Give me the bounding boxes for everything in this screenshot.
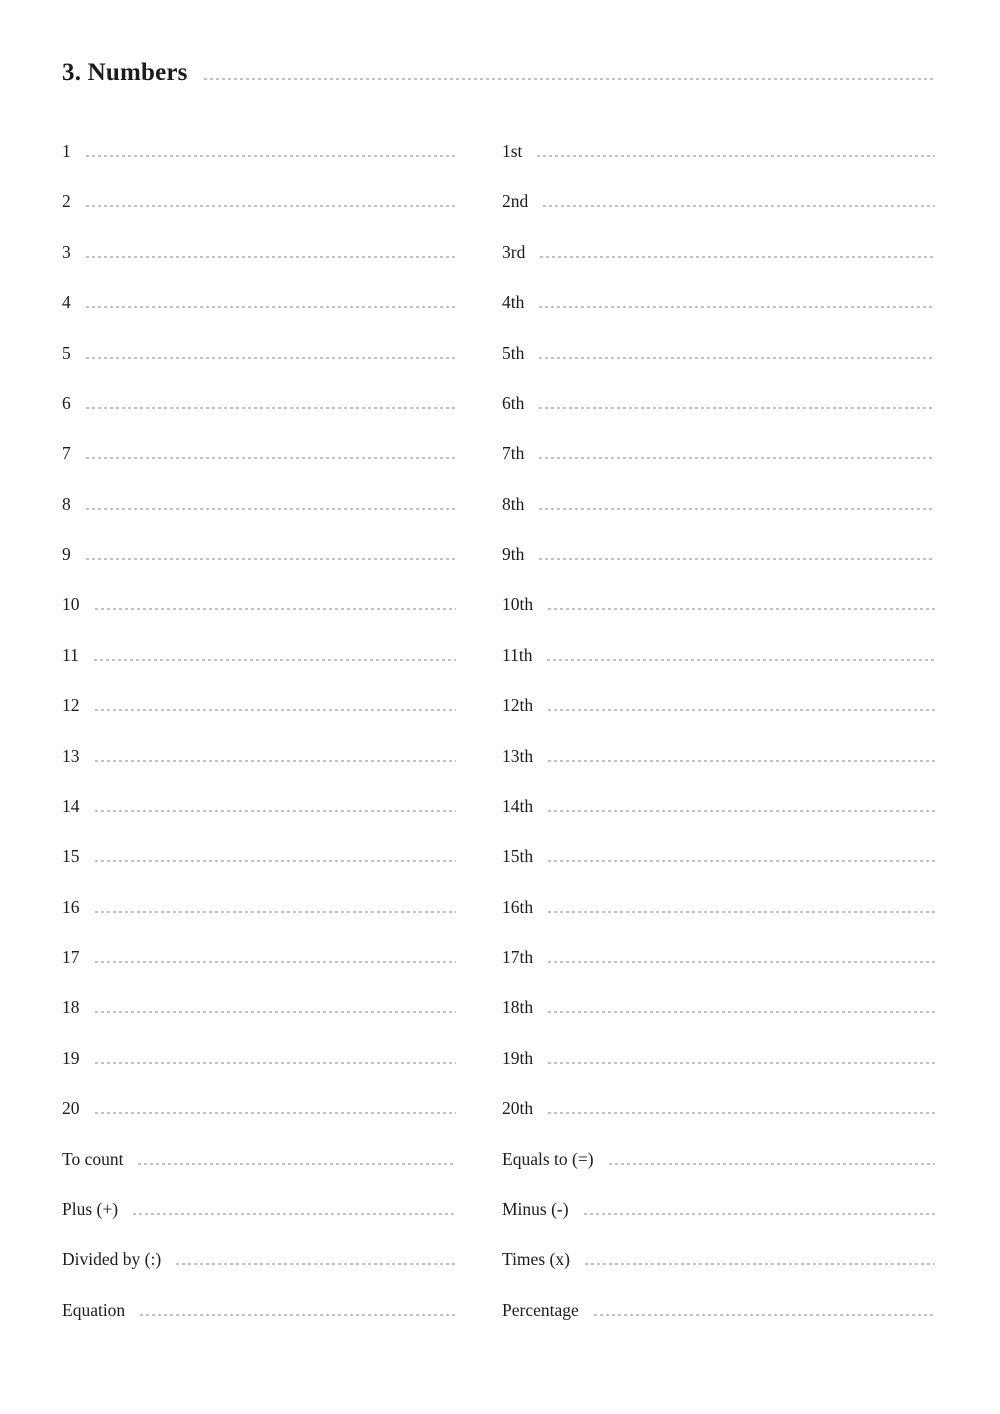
worksheet-row — [62, 529, 456, 579]
row-label: 12th — [502, 695, 534, 716]
worksheet-row — [502, 781, 935, 831]
worksheet-row — [62, 176, 456, 226]
worksheet-row — [502, 1285, 935, 1335]
answer-line — [95, 961, 457, 963]
worksheet-row — [502, 1033, 935, 1083]
answer-line — [548, 1062, 935, 1064]
answer-line — [86, 306, 456, 308]
ordinals-column — [502, 126, 935, 1335]
row-label: 8th — [502, 493, 525, 514]
worksheet-row — [62, 1134, 456, 1184]
worksheet-row — [62, 1083, 456, 1133]
numbers-column — [62, 126, 456, 1335]
row-label: 20th — [502, 1098, 534, 1119]
row-label: 7 — [62, 443, 71, 464]
worksheet-row — [62, 479, 456, 529]
row-label: 13 — [62, 745, 80, 766]
row-label: 2nd — [502, 191, 529, 212]
answer-line — [86, 407, 456, 409]
worksheet-row — [502, 1134, 935, 1184]
row-label: 10th — [502, 594, 534, 615]
worksheet-row — [62, 227, 456, 277]
page-title: 3. Numbers — [62, 59, 188, 86]
row-label: 6 — [62, 392, 71, 413]
answer-line — [86, 205, 456, 207]
answer-line — [95, 911, 457, 913]
worksheet-row — [62, 378, 456, 428]
row-label: 14 — [62, 795, 80, 816]
worksheet-row — [502, 428, 935, 478]
row-label: 10 — [62, 594, 80, 615]
row-label: 9 — [62, 544, 71, 564]
row-label: Equals to (=) — [502, 1148, 594, 1169]
answer-line — [609, 1163, 935, 1165]
answer-line — [548, 810, 935, 812]
answer-line — [95, 1011, 457, 1013]
worksheet-row — [62, 982, 456, 1032]
answer-line — [548, 1112, 935, 1114]
worksheet-row — [62, 831, 456, 881]
answer-line — [86, 457, 456, 459]
worksheet-row — [502, 831, 935, 881]
answer-line — [539, 407, 935, 409]
row-label: Minus (-) — [502, 1198, 569, 1219]
worksheet-columns — [62, 126, 935, 1335]
row-label: 15th — [502, 846, 534, 867]
answer-line — [86, 508, 456, 510]
row-label: Equation — [62, 1299, 126, 1320]
answer-line — [548, 860, 935, 862]
row-label: 4th — [502, 292, 525, 313]
row-label: 1st — [502, 141, 523, 161]
worksheet-row — [502, 529, 935, 579]
answer-line — [95, 1112, 457, 1114]
row-label: 17th — [502, 947, 534, 967]
worksheet-row — [502, 680, 935, 730]
row-label: 9th — [502, 544, 525, 564]
worksheet-row — [62, 428, 456, 478]
worksheet-row — [502, 982, 935, 1032]
worksheet-row — [502, 227, 935, 277]
row-label: 12 — [62, 695, 80, 716]
row-label: 13th — [502, 745, 534, 766]
row-label: Plus (+) — [62, 1198, 119, 1219]
answer-line — [548, 911, 935, 913]
answer-line — [548, 1011, 935, 1013]
worksheet-row — [62, 328, 456, 378]
worksheet-row — [62, 882, 456, 932]
row-label: 4 — [62, 292, 71, 313]
answer-line — [95, 860, 457, 862]
answer-line — [539, 357, 935, 359]
answer-line — [140, 1314, 456, 1316]
answer-line — [95, 810, 457, 812]
row-label: 5 — [62, 342, 71, 363]
worksheet-row — [62, 1184, 456, 1234]
answer-line — [584, 1213, 935, 1215]
worksheet-row — [502, 932, 935, 982]
answer-line — [86, 558, 456, 560]
worksheet-row — [62, 1285, 456, 1335]
row-label: 19 — [62, 1047, 80, 1068]
row-label: 11 — [62, 644, 79, 665]
row-label: 2 — [62, 191, 71, 212]
row-label: To count — [62, 1148, 124, 1169]
section-heading-row — [62, 0, 935, 89]
row-label: 6th — [502, 392, 525, 413]
worksheet-row — [62, 1234, 456, 1284]
worksheet-row — [502, 176, 935, 226]
row-label: 1 — [62, 141, 71, 161]
worksheet-row — [502, 882, 935, 932]
row-label: 17 — [62, 947, 80, 967]
worksheet-row — [62, 680, 456, 730]
worksheet-row — [502, 630, 935, 680]
row-label: 15 — [62, 846, 80, 867]
worksheet-row — [62, 630, 456, 680]
worksheet-row — [502, 479, 935, 529]
row-label: 18 — [62, 997, 80, 1018]
row-label: 5th — [502, 342, 525, 363]
answer-line — [539, 558, 935, 560]
answer-line — [95, 760, 457, 762]
worksheet-row — [502, 579, 935, 629]
title-answer-line — [204, 78, 935, 80]
answer-line — [548, 608, 935, 610]
worksheet-row — [502, 378, 935, 428]
worksheet-row — [62, 781, 456, 831]
answer-line — [548, 961, 935, 963]
answer-line — [86, 357, 456, 359]
answer-line — [94, 659, 456, 661]
answer-line — [548, 709, 935, 711]
answer-line — [95, 1062, 457, 1064]
row-label: 8 — [62, 493, 71, 514]
worksheet-row — [502, 1083, 935, 1133]
row-label: 14th — [502, 795, 534, 816]
row-label: 3 — [62, 241, 71, 262]
answer-line — [539, 306, 935, 308]
worksheet-row — [62, 277, 456, 327]
answer-line — [585, 1263, 935, 1265]
answer-line — [133, 1213, 456, 1215]
answer-line — [540, 256, 935, 258]
answer-line — [138, 1163, 456, 1165]
row-label: 20 — [62, 1098, 80, 1119]
worksheet-row — [62, 579, 456, 629]
row-label: 7th — [502, 443, 525, 464]
row-label: 3rd — [502, 241, 526, 262]
answer-line — [543, 205, 935, 207]
worksheet-row — [502, 126, 935, 176]
row-label: Divided by (:) — [62, 1249, 162, 1270]
worksheet-row — [502, 1234, 935, 1284]
answer-line — [539, 508, 935, 510]
answer-line — [548, 760, 935, 762]
answer-line — [86, 256, 456, 258]
row-label: 11th — [502, 644, 533, 665]
answer-line — [537, 155, 935, 157]
row-label: 16 — [62, 896, 80, 917]
worksheet-row — [62, 932, 456, 982]
worksheet-row — [62, 126, 456, 176]
row-label: 19th — [502, 1047, 534, 1068]
answer-line — [95, 608, 457, 610]
answer-line — [547, 659, 935, 661]
answer-line — [86, 155, 456, 157]
answer-line — [539, 457, 935, 459]
worksheet-row — [62, 1033, 456, 1083]
worksheet-row — [502, 277, 935, 327]
worksheet-row — [502, 328, 935, 378]
worksheet-row — [502, 731, 935, 781]
row-label: Times (x) — [502, 1249, 570, 1270]
row-label: 18th — [502, 997, 534, 1018]
answer-line — [95, 709, 457, 711]
worksheet-row — [62, 731, 456, 781]
row-label: 16th — [502, 896, 534, 917]
answer-line — [176, 1263, 456, 1265]
answer-line — [594, 1314, 935, 1316]
row-label: Percentage — [502, 1299, 579, 1320]
worksheet-row — [502, 1184, 935, 1234]
